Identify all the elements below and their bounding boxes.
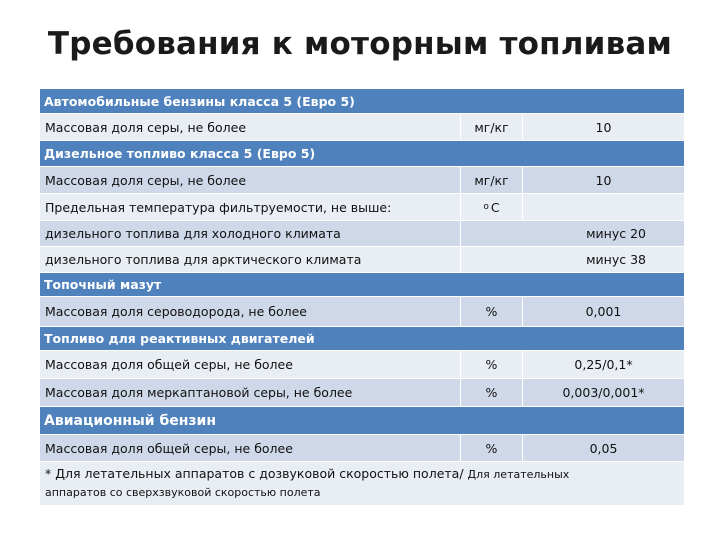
param-cell: Массовая доля меркаптановой серы, не более [45, 385, 353, 400]
unit-cell [460, 247, 522, 272]
unit-cell: % [460, 379, 522, 406]
param-cell: дизельного топлива для арктического климата [45, 252, 362, 267]
unit-cell: мг/кг [460, 114, 522, 140]
requirements-table [40, 89, 684, 505]
table-row [40, 379, 684, 407]
unit-cell [460, 194, 522, 220]
value-cell: 0,25/0,1* [522, 351, 684, 378]
unit-cell: % [460, 435, 522, 461]
unit-cell: мг/кг [460, 167, 522, 193]
value-cell: минус 20 [586, 226, 646, 241]
param-cell: Массовая доля серы, не более [45, 172, 247, 188]
value-cell: 10 [522, 167, 684, 193]
value-cell: 0,05 [522, 435, 684, 461]
table-row [40, 194, 684, 221]
param-cell: Массовая доля общей серы, не более [45, 357, 293, 372]
unit-cell: % [460, 351, 522, 378]
param-cell: Массовая доля сероводорода, не более [45, 304, 307, 319]
value-cell: минус 38 [586, 252, 646, 267]
table-row [40, 221, 684, 247]
degree-sign: о [483, 202, 489, 212]
unit-text: С [490, 199, 500, 215]
table-row [40, 247, 684, 273]
unit-cell: % [460, 297, 522, 326]
value-cell: 0,001 [522, 297, 684, 326]
footnote-line2: аппаратов со сверхзвуковой скоростью полета [45, 486, 321, 499]
section-header-jet-fuel: Топливо для реактивных двигателей [40, 327, 684, 351]
section-header-diesel: Дизельное топливо класса 5 (Евро 5) [40, 141, 684, 167]
param-cell: Массовая доля общей серы, не более [45, 440, 293, 456]
param-cell: Предельная температура фильтруемости, не выше: [45, 199, 392, 215]
table-row [40, 114, 684, 141]
page-title: Требования к моторным топливам [47, 26, 673, 62]
param-cell: дизельного топлива для холодного климата [45, 226, 341, 241]
unit-cell [460, 221, 522, 246]
value-cell [522, 194, 684, 220]
section-header-aviation-gasoline: Авиационный бензин [40, 407, 684, 435]
section-header-gasoline: Автомобильные бензины класса 5 (Евро 5) [40, 89, 684, 114]
footnote-main: * Для летательных аппаратов с дозвуковой скоростью полета/ [45, 466, 468, 481]
value-cell: 0,003/0,001* [522, 379, 684, 406]
footnote [40, 462, 684, 505]
param-cell: Массовая доля серы, не более [45, 119, 247, 135]
table-row [40, 435, 684, 462]
section-header-fuel-oil: Топочный мазут [40, 273, 684, 297]
value-cell: 10 [522, 114, 684, 140]
table-row [40, 351, 684, 379]
footnote-small-inline: Для летательных [467, 468, 570, 481]
table-row [40, 167, 684, 194]
table-row [40, 297, 684, 327]
